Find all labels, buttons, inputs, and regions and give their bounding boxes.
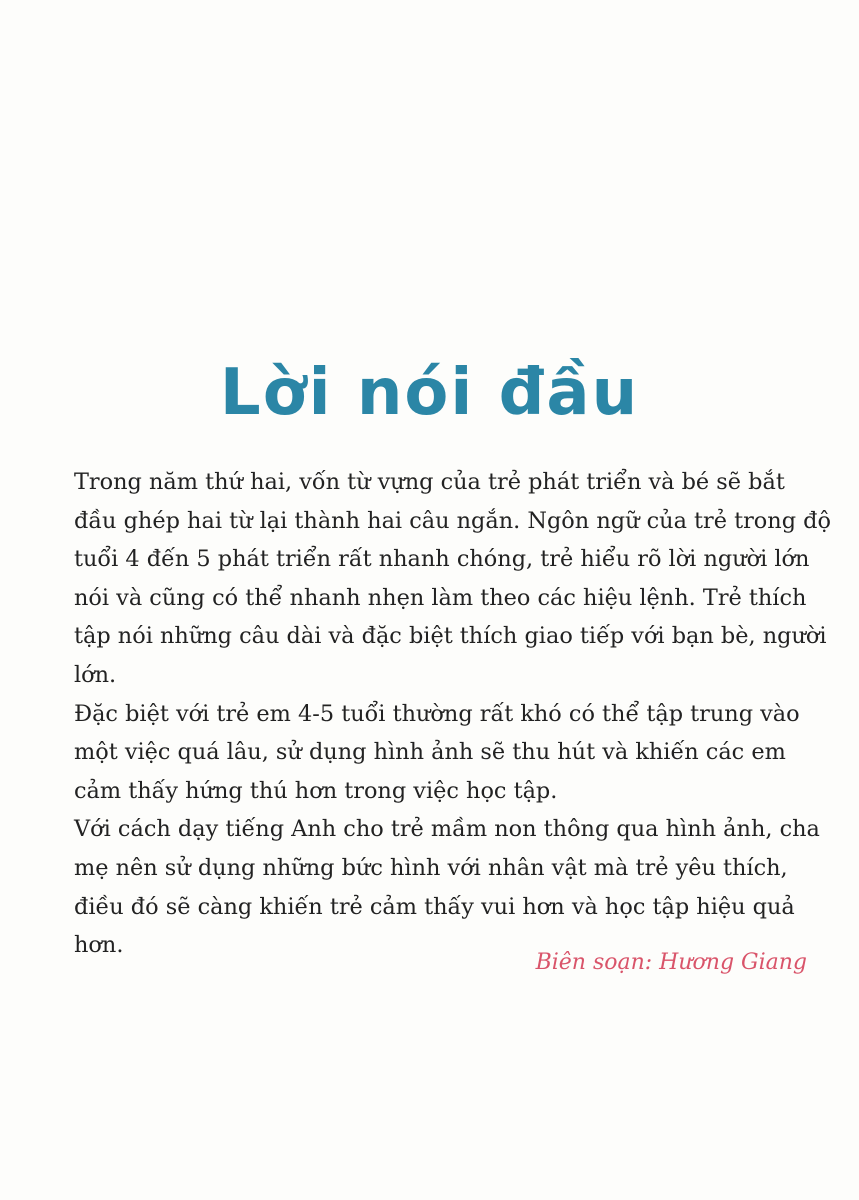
preface-paragraph-3: Với cách dạy tiếng Anh cho trẻ mầm non thông qua hình ảnh, cha mẹ nên sử dụng những bức hình với nhân vật mà trẻ yêu thích, điều đó sẽ càng khiến trẻ cảm thấy vui hơn và học tập hiệu quả hơn. (74, 816, 820, 959)
page-title: Lời nói đầu (219, 355, 640, 430)
preface-body (74, 463, 834, 965)
author-signature: Biên soạn: Hương Giang (535, 950, 807, 975)
preface-paragraph-1: Trong năm thứ hai, vốn từ vựng của trẻ phát triển và bé sẽ bắt đầu ghép hai từ lại thành hai câu ngắn. Ngôn ngữ của trẻ trong độ tuổi 4 đến 5 phát triển rất nhanh chóng, trẻ hiểu rõ lời người lớn nói và cũng có thể nhanh nhẹn làm theo các hiệu lệnh. Trẻ thích tập nói những câu dài và đặc biệt thích giao tiếp với bạn bè, người lớn. (74, 469, 831, 688)
preface-paragraph-2: Đặc biệt với trẻ em 4-5 tuổi thường rất khó có thể tập trung vào một việc quá lâu, sử dụng hình ảnh sẽ thu hút và khiến các em cảm thấy hứng thú hơn trong việc học tập. (74, 700, 800, 804)
